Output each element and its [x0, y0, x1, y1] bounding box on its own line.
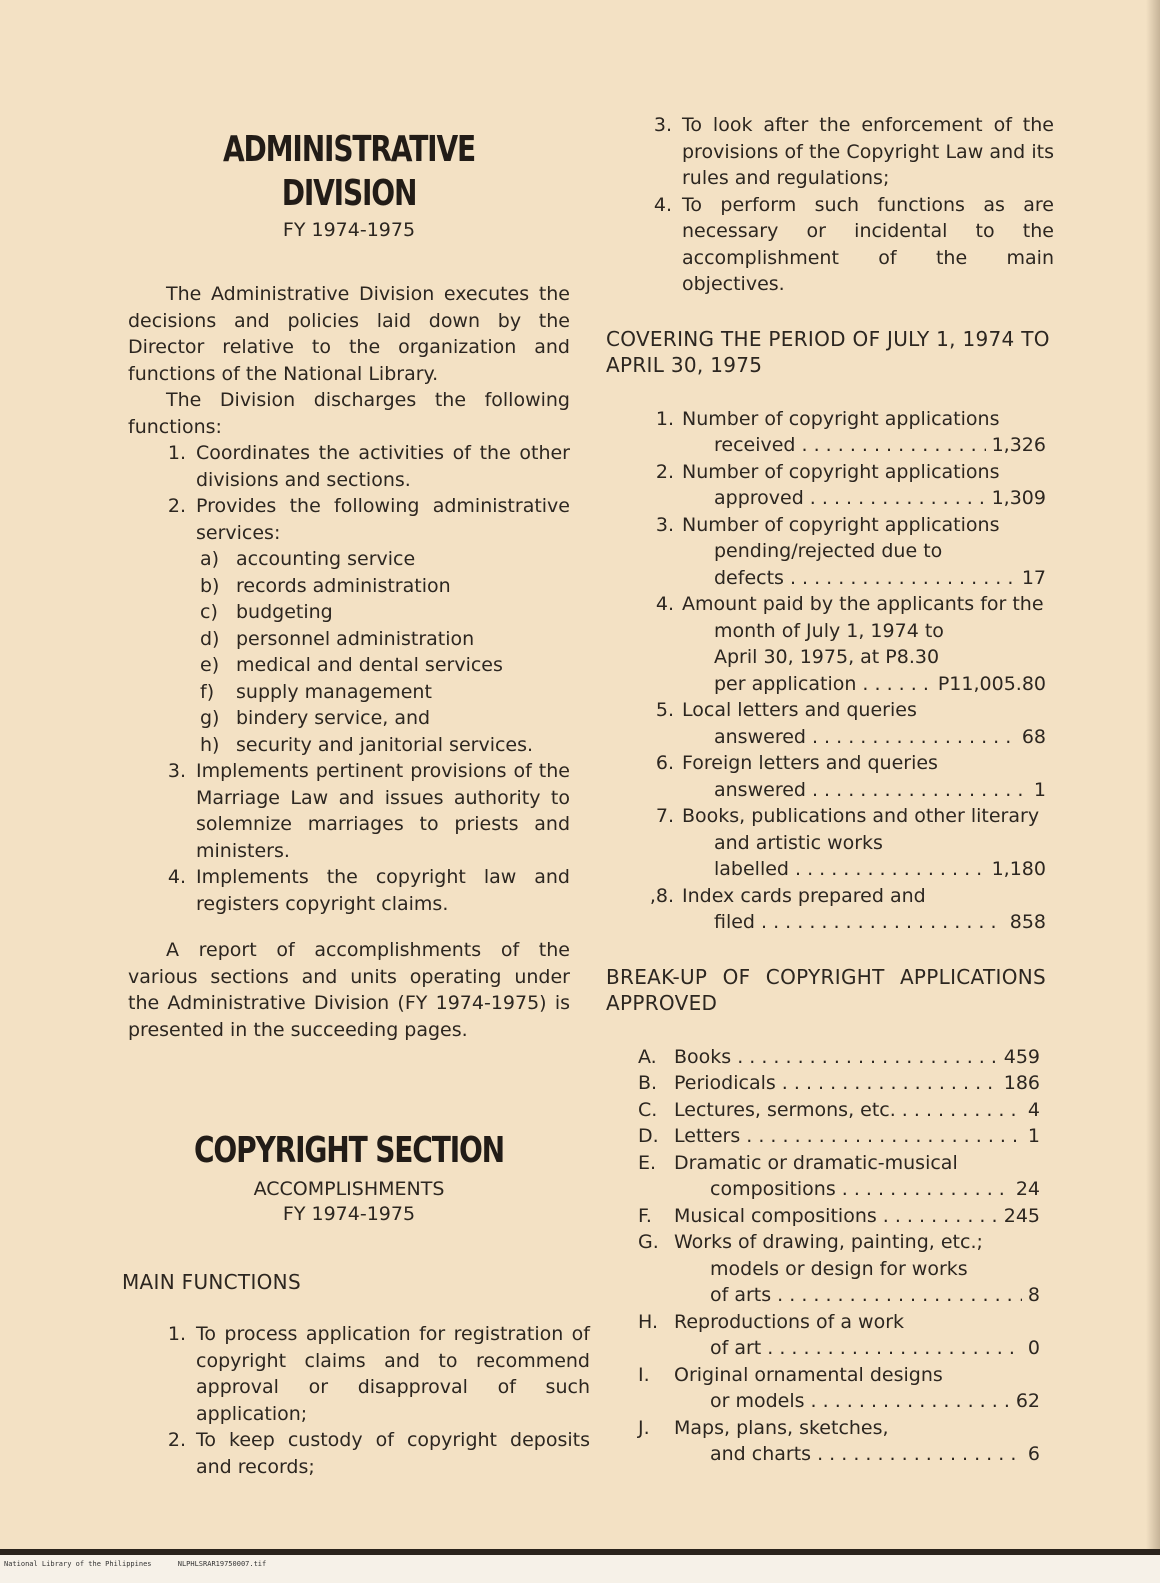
- breakup-letter: D.: [638, 1125, 659, 1147]
- breakup-item: [606, 1362, 1054, 1415]
- stat-continuation: and artistic works: [714, 831, 883, 854]
- stat-first-line: [606, 803, 1054, 830]
- admin-functions-list: [128, 440, 570, 917]
- breakup-last-label: and charts: [710, 1443, 812, 1465]
- list-item: g) bindery service, and: [200, 707, 431, 729]
- stat-value: 1: [1033, 778, 1046, 801]
- breakup-letter: J.: [638, 1416, 650, 1439]
- main-functions-heading: MAIN FUNCTIONS: [122, 1270, 301, 1294]
- dot-leader: [812, 777, 1028, 804]
- breakup-first-line: [606, 1362, 1054, 1389]
- stat-first-line: [606, 697, 1054, 724]
- list-item: 3. To look after the enforcement of the provisions of the Copyright Law and its rules and regulations;: [653, 114, 1054, 189]
- scan-source: National Library of the Philippines: [4, 1560, 152, 1568]
- breakup-item: [606, 1123, 1054, 1150]
- stat-last-label: defects: [714, 566, 784, 589]
- breakup-last-line: [606, 1176, 1054, 1203]
- main-functions-list: [128, 1321, 590, 1480]
- breakup-first-line: [606, 1044, 1054, 1071]
- stat-item: [606, 803, 1054, 883]
- breakup-letter: A.: [638, 1045, 657, 1068]
- stat-last-label: per application: [714, 672, 857, 695]
- dot-leader: [795, 856, 986, 883]
- dot-leader: [810, 485, 986, 512]
- breakup-item: [606, 1203, 1054, 1230]
- stat-item: [606, 750, 1054, 803]
- breakup-label: Dramatic or dramatic-musical: [674, 1151, 958, 1174]
- breakup-last-label: compositions: [710, 1178, 836, 1200]
- dot-leader: [817, 1441, 1022, 1468]
- right-column: [606, 112, 1054, 1468]
- stat-last-line: [606, 724, 1054, 751]
- list-item: e) medical and dental services: [200, 654, 503, 676]
- stat-value: 17: [1021, 566, 1046, 589]
- breakup-label: Reproductions of a work: [674, 1310, 905, 1333]
- stat-label: Index cards prepared and: [682, 884, 926, 907]
- breakup-label: Original ornamental designs: [674, 1363, 943, 1386]
- main-functions-list-continued: [606, 112, 1054, 298]
- admin-report-paragraph: A report of accomplishments of the various sections and units operating under the Administrative Division (FY 1974-1975) is presented in the succeeding pages.: [128, 939, 570, 1041]
- stat-continuation: month of July 1, 1974 to: [714, 619, 944, 642]
- breakup-item: [606, 1415, 1054, 1468]
- stat-label: Number of copyright applications: [682, 513, 1000, 536]
- breakup-label: Books: [674, 1045, 732, 1068]
- scan-footer: [4, 1560, 288, 1568]
- list-item: c) budgeting: [200, 601, 333, 623]
- list-item: 4. To perform such functions as are necessary or incidental to the accomplishment of the main objectives.: [653, 193, 1054, 295]
- breakup-letter: H.: [638, 1310, 658, 1333]
- breakup-label: Periodicals: [674, 1072, 776, 1094]
- admin-intro-paragraph: The Administrative Division executes the decisions and policies laid down by the Director relative to the organization and functions of the National Library.: [128, 283, 570, 385]
- stat-last-line: [606, 565, 1054, 592]
- dot-leader: [802, 432, 986, 459]
- breakup-value: 1: [1027, 1125, 1040, 1147]
- period-stats-list: [606, 406, 1054, 936]
- breakup-letter: B.: [638, 1072, 658, 1094]
- stat-first-line: [606, 459, 1054, 486]
- stat-label: Local letters and queries: [682, 699, 917, 721]
- list-item: h) security and janitorial services.: [200, 733, 534, 756]
- dot-leader: [767, 1335, 1022, 1362]
- list-item: 1. To process application for registration of copyright claims and to recommend approval or disapproval of such application;: [167, 1323, 590, 1425]
- breakup-item: [606, 1044, 1054, 1071]
- list-item: 1. Coordinates the activities of the other divisions and sections.: [167, 442, 570, 491]
- breakup-first-line: [606, 1097, 1054, 1124]
- stat-label: Foreign letters and queries: [682, 752, 938, 774]
- breakup-last-line: [606, 1441, 1054, 1468]
- stat-value: P11,005.80: [937, 672, 1046, 695]
- breakup-last-label: or models: [710, 1390, 805, 1412]
- stat-last-label: answered: [714, 778, 806, 801]
- stat-label: Books, publications and other literary: [682, 805, 1040, 827]
- list-item: f) supply management: [200, 680, 432, 703]
- dot-leader: [761, 909, 1004, 936]
- stat-item: [606, 591, 1054, 697]
- list-item: 4. Implements the copyright law and registers copyright claims.: [167, 866, 570, 915]
- period-heading: COVERING THE PERIOD OF JULY 1, 1974 TO APRIL 30, 1975: [606, 326, 1050, 377]
- stat-label: Number of copyright applications: [682, 460, 1000, 483]
- dot-leader: [811, 1388, 1010, 1415]
- breakup-heading: BREAK-UP OF COPYRIGHT APPLICATIONS APPROVED: [606, 964, 1046, 1015]
- breakup-first-line: [606, 1309, 1054, 1336]
- stat-number: 6.: [655, 752, 674, 774]
- dot-leader: [737, 1044, 998, 1071]
- stat-number: ,8.: [649, 884, 674, 907]
- breakup-last-label: of arts: [710, 1284, 772, 1306]
- breakup-value: 245: [1003, 1204, 1040, 1227]
- dot-leader: [777, 1282, 1022, 1309]
- stat-item: [606, 697, 1054, 750]
- copyright-section-title: COPYRIGHT SECTION: [193, 1130, 505, 1171]
- stat-last-line: [606, 909, 1054, 936]
- list-item: 3. Implements pertinent provisions of the Marriage Law and issues authority to solemnize marriages to priests and ministers.: [167, 760, 570, 862]
- stat-first-line: [606, 512, 1054, 539]
- breakup-value: 0: [1027, 1337, 1040, 1359]
- stat-first-line: [606, 750, 1054, 777]
- breakup-label: Musical compositions: [674, 1204, 877, 1227]
- breakup-item: [606, 1070, 1054, 1097]
- breakup-label: Letters: [674, 1125, 741, 1147]
- stat-continuation: April 30, 1975, at P8.30: [714, 646, 940, 668]
- admin-fy: FY 1974-1975: [282, 219, 416, 241]
- stat-first-line: [606, 406, 1054, 433]
- stat-number: 3.: [655, 513, 674, 536]
- stat-number: 7.: [655, 805, 674, 827]
- stat-first-line: [606, 883, 1054, 910]
- dot-leader: [790, 565, 1016, 592]
- stat-last-label: filed: [714, 911, 755, 933]
- scan-filename: NLPHLSRAR19750007.tif: [177, 1560, 267, 1568]
- stat-label: Number of copyright applications: [682, 407, 1000, 430]
- stat-item: [606, 883, 1054, 936]
- copyright-fy: FY 1974-1975: [282, 1203, 416, 1225]
- breakup-letter: G.: [638, 1231, 659, 1253]
- breakup-list: [606, 1044, 1054, 1468]
- breakup-last-line: [606, 1335, 1054, 1362]
- stat-last-label: answered: [714, 725, 806, 748]
- stat-item: [606, 512, 1054, 592]
- breakup-first-line: [606, 1415, 1054, 1442]
- breakup-value: 62: [1015, 1390, 1040, 1412]
- breakup-first-line: [606, 1070, 1054, 1097]
- breakup-value: 4: [1027, 1098, 1040, 1121]
- stat-first-line: [606, 591, 1054, 618]
- page-edge-shadow: [1146, 0, 1160, 1550]
- breakup-label: Works of drawing, painting, etc.;: [674, 1231, 983, 1253]
- breakup-label: Maps, plans, sketches,: [674, 1416, 889, 1439]
- stat-last-line: [606, 432, 1054, 459]
- breakup-letter: F.: [638, 1204, 652, 1227]
- stat-last-label: approved: [714, 487, 804, 509]
- stat-number: 1.: [655, 407, 674, 430]
- stat-continuation: pending/rejected due to: [714, 540, 943, 562]
- breakup-letter: C.: [638, 1098, 658, 1121]
- stat-number: 5.: [655, 699, 674, 721]
- breakup-value: 6: [1027, 1443, 1040, 1465]
- copyright-subtitle: ACCOMPLISHMENTS: [253, 1178, 445, 1200]
- breakup-letter: E.: [638, 1151, 657, 1174]
- dot-leader: [883, 1203, 998, 1230]
- admin-functions-intro: The Division discharges the following functions:: [128, 389, 570, 438]
- breakup-value: 24: [1015, 1178, 1040, 1200]
- stat-item: [606, 406, 1054, 459]
- stat-number: 2.: [655, 460, 674, 483]
- stat-value: 858: [1009, 911, 1046, 933]
- list-item: 2. Provides the following administrative services:: [167, 495, 570, 544]
- stat-number: 4.: [655, 593, 674, 615]
- breakup-first-line: [606, 1229, 1054, 1256]
- breakup-last-line: [606, 1282, 1054, 1309]
- admin-division-title: ADMINISTRATIVE DIVISION: [222, 129, 476, 214]
- list-item: d) personnel administration: [200, 627, 475, 650]
- dot-leader: [902, 1097, 1022, 1124]
- breakup-first-line: [606, 1150, 1054, 1177]
- breakup-value: 186: [1003, 1072, 1040, 1094]
- breakup-item: [606, 1150, 1054, 1203]
- stat-last-label: received: [714, 434, 796, 456]
- dot-leader: [782, 1070, 998, 1097]
- list-item: 2. To keep custody of copyright deposits and records;: [167, 1429, 590, 1478]
- breakup-last-line: [606, 1388, 1054, 1415]
- breakup-item: [606, 1309, 1054, 1362]
- stat-last-line: [606, 485, 1054, 512]
- list-item: b) records administration: [200, 574, 451, 597]
- breakup-first-line: [606, 1123, 1054, 1150]
- stat-value: 1,326: [991, 434, 1046, 456]
- breakup-value: 459: [1003, 1045, 1040, 1068]
- breakup-item: [606, 1229, 1054, 1309]
- dot-leader: [746, 1123, 1022, 1150]
- dot-leader: [842, 1176, 1010, 1203]
- stat-last-label: labelled: [714, 858, 789, 880]
- stat-last-line: [606, 856, 1054, 883]
- breakup-value: 8: [1027, 1284, 1040, 1306]
- left-column: [122, 128, 590, 1480]
- admin-services-list: [158, 546, 570, 758]
- breakup-label: Lectures, sermons, etc.: [674, 1098, 896, 1121]
- stat-last-line: [606, 671, 1054, 698]
- stat-value: 1,309: [991, 487, 1046, 509]
- breakup-last-label: of art: [710, 1337, 762, 1359]
- stat-label: Amount paid by the applicants for the: [682, 593, 1044, 615]
- breakup-first-line: [606, 1203, 1054, 1230]
- breakup-letter: I.: [638, 1363, 650, 1386]
- breakup-item: [606, 1097, 1054, 1124]
- list-item: a) accounting service: [200, 548, 416, 570]
- stat-last-line: [606, 777, 1054, 804]
- breakup-continuation: models or design for works: [710, 1257, 968, 1280]
- stat-value: 68: [1021, 725, 1046, 748]
- dot-leader: [862, 671, 931, 698]
- stat-item: [606, 459, 1054, 512]
- dot-leader: [812, 724, 1016, 751]
- stat-value: 1,180: [991, 858, 1046, 880]
